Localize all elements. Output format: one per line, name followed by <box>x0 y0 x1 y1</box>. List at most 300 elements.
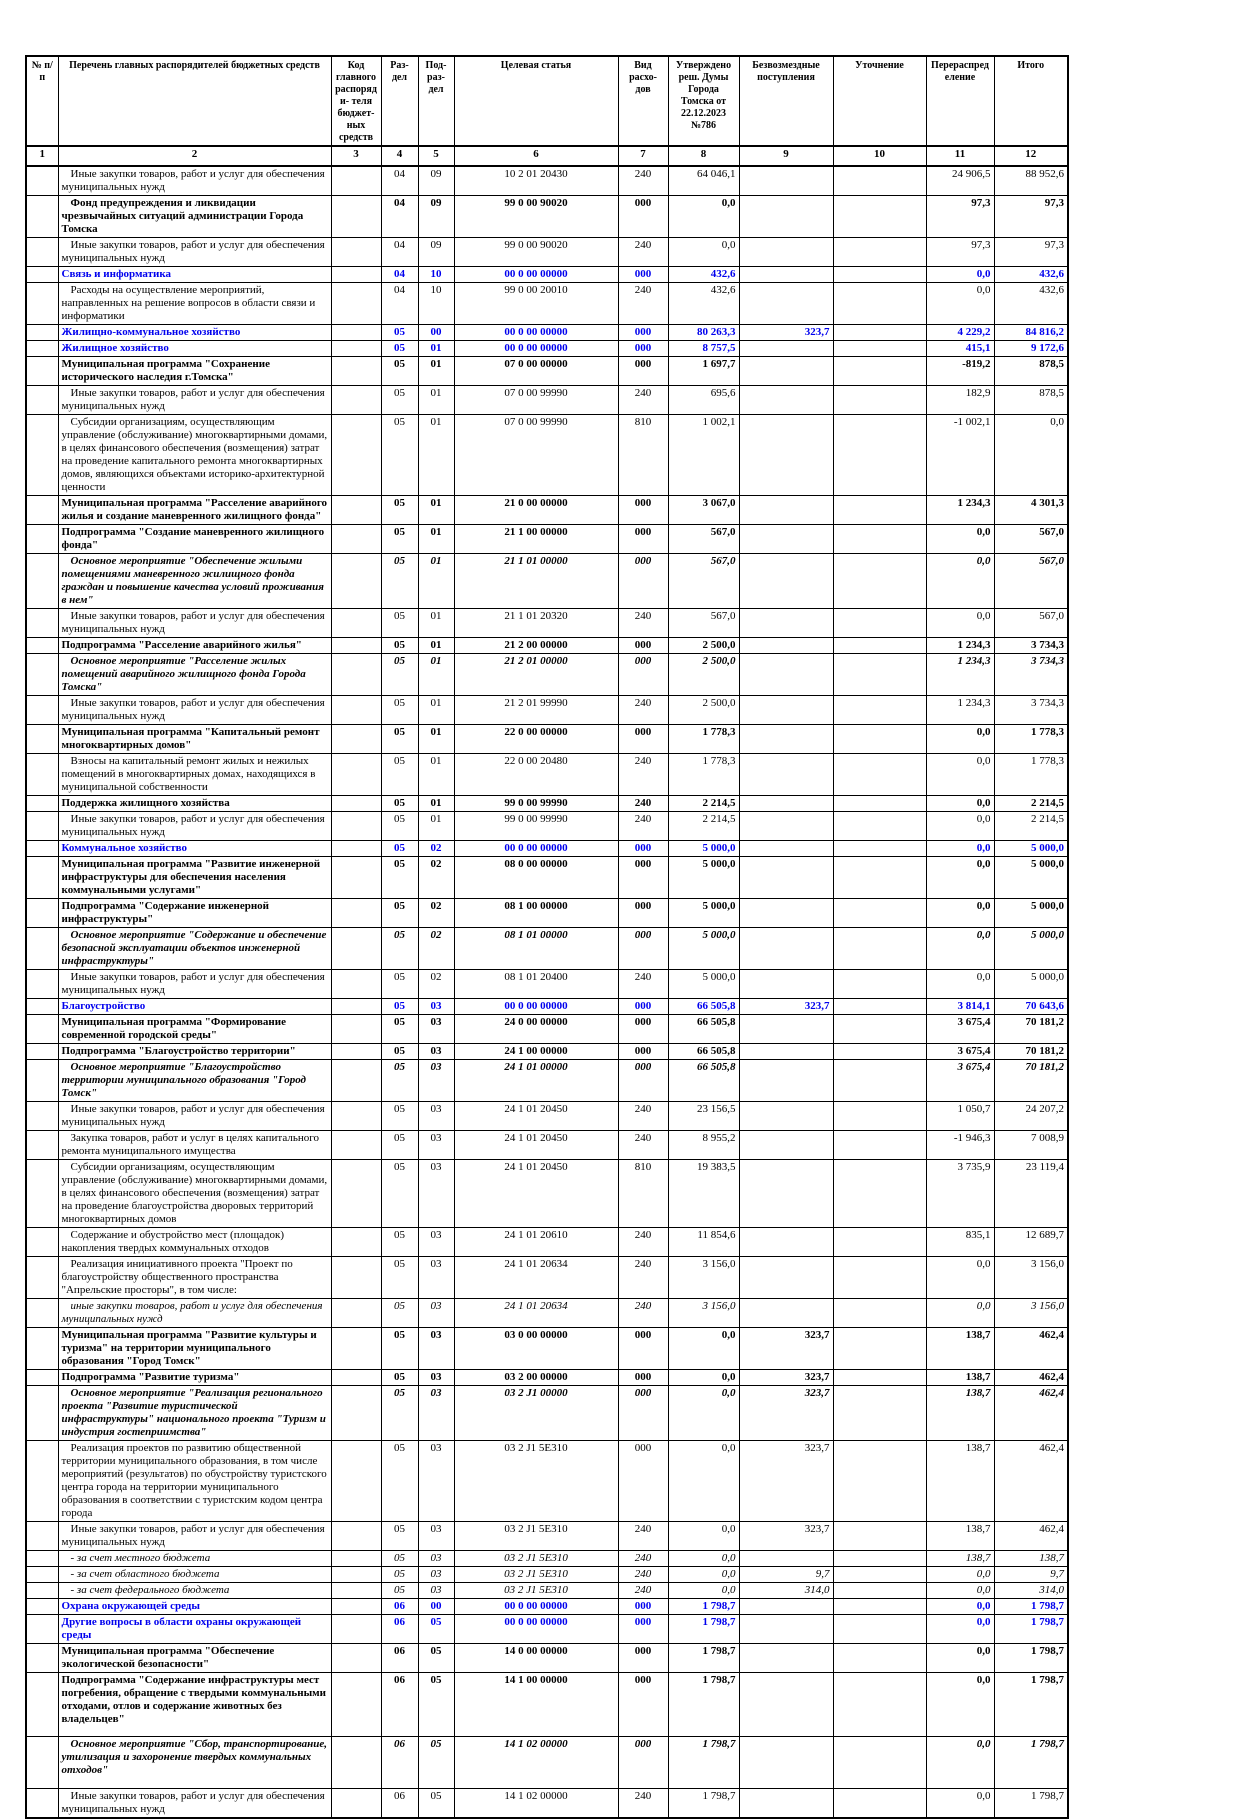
cell-clarification <box>833 1299 926 1328</box>
cell-podrazdel: 03 <box>418 1060 454 1102</box>
cell-razdel: 06 <box>381 1673 418 1737</box>
cell-approved-amount: 0,0 <box>668 238 739 267</box>
cell-total: 462,4 <box>994 1522 1068 1551</box>
cell-target-article: 22 0 00 00000 <box>454 725 618 754</box>
column-header: Вид расхо- дов <box>618 56 668 146</box>
cell-redistribution: 0,0 <box>926 609 994 638</box>
cell-podrazdel: 10 <box>418 267 454 283</box>
cell-clarification <box>833 1522 926 1551</box>
cell-row-number <box>26 166 58 196</box>
table-row <box>26 1299 1068 1328</box>
cell-target-article: 03 2 J1 00000 <box>454 1386 618 1441</box>
cell-expense-type: 000 <box>618 325 668 341</box>
cell-grbs-code <box>331 899 381 928</box>
cell-approved-amount: 2 500,0 <box>668 696 739 725</box>
cell-target-article: 24 1 01 20634 <box>454 1257 618 1299</box>
cell-total: 23 119,4 <box>994 1160 1068 1228</box>
cell-podrazdel: 03 <box>418 1522 454 1551</box>
cell-gratuitous-receipts <box>739 496 833 525</box>
cell-redistribution: 0,0 <box>926 1789 994 1819</box>
cell-razdel: 06 <box>381 1789 418 1819</box>
cell-total: 878,5 <box>994 357 1068 386</box>
cell-podrazdel: 10 <box>418 283 454 325</box>
cell-expense-type: 240 <box>618 1228 668 1257</box>
cell-item-name: Иные закупки товаров, работ и услуг для обеспечения муниципальных нужд <box>58 696 331 725</box>
cell-total: 3 156,0 <box>994 1257 1068 1299</box>
cell-row-number <box>26 196 58 238</box>
cell-expense-type: 240 <box>618 609 668 638</box>
cell-podrazdel: 01 <box>418 554 454 609</box>
cell-gratuitous-receipts <box>739 1044 833 1060</box>
cell-row-number <box>26 857 58 899</box>
cell-item-name: Иные закупки товаров, работ и услуг для обеспечения муниципальных нужд <box>58 970 331 999</box>
cell-razdel: 05 <box>381 554 418 609</box>
cell-razdel: 05 <box>381 928 418 970</box>
cell-total: 567,0 <box>994 554 1068 609</box>
cell-total: 70 181,2 <box>994 1060 1068 1102</box>
cell-clarification <box>833 1060 926 1102</box>
column-header: Целевая статья <box>454 56 618 146</box>
cell-podrazdel: 02 <box>418 841 454 857</box>
cell-gratuitous-receipts: 323,7 <box>739 325 833 341</box>
table-row <box>26 267 1068 283</box>
cell-expense-type: 000 <box>618 638 668 654</box>
cell-approved-amount: 1 798,7 <box>668 1615 739 1644</box>
cell-item-name: - за счет местного бюджета <box>58 1551 331 1567</box>
table-row <box>26 1583 1068 1599</box>
cell-clarification <box>833 609 926 638</box>
cell-row-number <box>26 1015 58 1044</box>
cell-expense-type: 240 <box>618 1257 668 1299</box>
cell-row-number <box>26 812 58 841</box>
cell-approved-amount: 2 214,5 <box>668 796 739 812</box>
cell-target-article: 03 2 J1 5Е310 <box>454 1522 618 1551</box>
cell-redistribution: 0,0 <box>926 970 994 999</box>
cell-podrazdel: 01 <box>418 609 454 638</box>
table-row <box>26 1370 1068 1386</box>
cell-razdel: 05 <box>381 696 418 725</box>
cell-target-article: 00 0 00 00000 <box>454 841 618 857</box>
cell-row-number <box>26 1441 58 1522</box>
cell-target-article: 14 1 02 00000 <box>454 1789 618 1819</box>
cell-target-article: 07 0 00 99990 <box>454 415 618 496</box>
cell-total: 432,6 <box>994 283 1068 325</box>
cell-redistribution: 0,0 <box>926 283 994 325</box>
cell-gratuitous-receipts <box>739 928 833 970</box>
cell-redistribution: 0,0 <box>926 1299 994 1328</box>
cell-target-article: 99 0 00 20010 <box>454 283 618 325</box>
cell-expense-type: 810 <box>618 1160 668 1228</box>
cell-target-article: 08 0 00 00000 <box>454 857 618 899</box>
cell-total: 1 798,7 <box>994 1737 1068 1789</box>
cell-target-article: 99 0 00 99990 <box>454 812 618 841</box>
column-number: 10 <box>833 146 926 166</box>
cell-target-article: 24 1 01 20450 <box>454 1131 618 1160</box>
cell-approved-amount: 66 505,8 <box>668 1060 739 1102</box>
cell-podrazdel: 01 <box>418 654 454 696</box>
table-row <box>26 1441 1068 1522</box>
cell-target-article: 03 2 J1 5Е310 <box>454 1567 618 1583</box>
cell-razdel: 05 <box>381 1522 418 1551</box>
cell-gratuitous-receipts: 323,7 <box>739 1522 833 1551</box>
cell-razdel: 05 <box>381 1160 418 1228</box>
cell-item-name: Подпрограмма "Развитие туризма" <box>58 1370 331 1386</box>
cell-approved-amount: 5 000,0 <box>668 841 739 857</box>
cell-grbs-code <box>331 1441 381 1522</box>
cell-item-name: Подпрограмма "Расселение аварийного жилья" <box>58 638 331 654</box>
cell-approved-amount: 19 383,5 <box>668 1160 739 1228</box>
cell-gratuitous-receipts <box>739 386 833 415</box>
cell-item-name: Фонд предупреждения и ликвидации чрезвычайных ситуаций администрации Города Томска <box>58 196 331 238</box>
cell-gratuitous-receipts: 323,7 <box>739 1386 833 1441</box>
cell-target-article: 03 2 J1 5Е310 <box>454 1583 618 1599</box>
cell-expense-type: 240 <box>618 796 668 812</box>
cell-item-name: Муниципальная программа "Капитальный ремонт многоквартирных домов" <box>58 725 331 754</box>
cell-total: 1 798,7 <box>994 1789 1068 1819</box>
cell-approved-amount: 432,6 <box>668 283 739 325</box>
cell-razdel: 05 <box>381 525 418 554</box>
table-row <box>26 1551 1068 1567</box>
cell-redistribution: 1 050,7 <box>926 1102 994 1131</box>
cell-podrazdel: 03 <box>418 1551 454 1567</box>
table-row <box>26 654 1068 696</box>
cell-row-number <box>26 1615 58 1644</box>
cell-row-number <box>26 267 58 283</box>
cell-grbs-code <box>331 1583 381 1599</box>
cell-redistribution: 0,0 <box>926 725 994 754</box>
cell-grbs-code <box>331 415 381 496</box>
cell-row-number <box>26 1299 58 1328</box>
cell-item-name: Коммунальное хозяйство <box>58 841 331 857</box>
cell-approved-amount: 8 757,5 <box>668 341 739 357</box>
cell-total: 5 000,0 <box>994 857 1068 899</box>
cell-razdel: 05 <box>381 1551 418 1567</box>
cell-row-number <box>26 1789 58 1819</box>
cell-grbs-code <box>331 725 381 754</box>
cell-expense-type: 000 <box>618 1044 668 1060</box>
cell-target-article: 00 0 00 00000 <box>454 341 618 357</box>
cell-row-number <box>26 386 58 415</box>
cell-total: 4 301,3 <box>994 496 1068 525</box>
cell-expense-type: 240 <box>618 1102 668 1131</box>
cell-clarification <box>833 525 926 554</box>
cell-total: 462,4 <box>994 1328 1068 1370</box>
cell-approved-amount: 1 798,7 <box>668 1789 739 1819</box>
cell-grbs-code <box>331 696 381 725</box>
table-row <box>26 1102 1068 1131</box>
cell-total: 878,5 <box>994 386 1068 415</box>
cell-gratuitous-receipts <box>739 1615 833 1644</box>
cell-clarification <box>833 812 926 841</box>
cell-total: 70 643,6 <box>994 999 1068 1015</box>
cell-clarification <box>833 166 926 196</box>
cell-grbs-code <box>331 1015 381 1044</box>
header-row <box>26 56 1068 146</box>
table-row <box>26 1789 1068 1819</box>
cell-redistribution: 138,7 <box>926 1441 994 1522</box>
cell-row-number <box>26 1160 58 1228</box>
cell-approved-amount: 3 156,0 <box>668 1299 739 1328</box>
cell-redistribution: 0,0 <box>926 267 994 283</box>
cell-target-article: 10 2 01 20430 <box>454 166 618 196</box>
cell-total: 5 000,0 <box>994 928 1068 970</box>
cell-row-number <box>26 238 58 267</box>
cell-total: 3 734,3 <box>994 638 1068 654</box>
cell-expense-type: 000 <box>618 496 668 525</box>
cell-gratuitous-receipts: 323,7 <box>739 1441 833 1522</box>
cell-total: 314,0 <box>994 1583 1068 1599</box>
cell-clarification <box>833 1328 926 1370</box>
cell-approved-amount: 2 214,5 <box>668 812 739 841</box>
cell-clarification <box>833 238 926 267</box>
cell-clarification <box>833 1615 926 1644</box>
cell-clarification <box>833 754 926 796</box>
cell-total: 12 689,7 <box>994 1228 1068 1257</box>
cell-approved-amount: 567,0 <box>668 554 739 609</box>
cell-total: 5 000,0 <box>994 899 1068 928</box>
cell-razdel: 05 <box>381 1567 418 1583</box>
table-row <box>26 970 1068 999</box>
cell-approved-amount: 432,6 <box>668 267 739 283</box>
cell-row-number <box>26 1370 58 1386</box>
cell-total: 9 172,6 <box>994 341 1068 357</box>
cell-gratuitous-receipts <box>739 1299 833 1328</box>
cell-clarification <box>833 841 926 857</box>
cell-redistribution: 0,0 <box>926 1599 994 1615</box>
cell-item-name: Иные закупки товаров, работ и услуг для обеспечения муниципальных нужд <box>58 1789 331 1819</box>
cell-grbs-code <box>331 283 381 325</box>
cell-target-article: 24 1 01 20634 <box>454 1299 618 1328</box>
cell-redistribution: 3 675,4 <box>926 1015 994 1044</box>
cell-podrazdel: 05 <box>418 1737 454 1789</box>
cell-grbs-code <box>331 1673 381 1737</box>
cell-razdel: 06 <box>381 1615 418 1644</box>
cell-razdel: 05 <box>381 1015 418 1044</box>
cell-approved-amount: 64 046,1 <box>668 166 739 196</box>
cell-item-name: Подпрограмма "Создание маневренного жилищного фонда" <box>58 525 331 554</box>
cell-razdel: 05 <box>381 796 418 812</box>
cell-clarification <box>833 1370 926 1386</box>
cell-gratuitous-receipts <box>739 609 833 638</box>
cell-grbs-code <box>331 1522 381 1551</box>
cell-item-name: Жилищно-коммунальное хозяйство <box>58 325 331 341</box>
cell-approved-amount: 0,0 <box>668 1583 739 1599</box>
cell-expense-type: 810 <box>618 415 668 496</box>
cell-item-name: Основное мероприятие "Сбор, транспортирование, утилизация и захоронение твердых коммунальных отходов" <box>58 1737 331 1789</box>
column-header: Уточнение <box>833 56 926 146</box>
table-row <box>26 812 1068 841</box>
cell-clarification <box>833 1583 926 1599</box>
cell-clarification <box>833 341 926 357</box>
cell-gratuitous-receipts <box>739 899 833 928</box>
cell-target-article: 00 0 00 00000 <box>454 1615 618 1644</box>
cell-clarification <box>833 1441 926 1522</box>
cell-clarification <box>833 325 926 341</box>
cell-approved-amount: 3 156,0 <box>668 1257 739 1299</box>
cell-clarification <box>833 899 926 928</box>
cell-podrazdel: 09 <box>418 166 454 196</box>
table-row <box>26 754 1068 796</box>
cell-target-article: 24 1 01 20610 <box>454 1228 618 1257</box>
table-row <box>26 357 1068 386</box>
cell-row-number <box>26 796 58 812</box>
cell-row-number <box>26 725 58 754</box>
cell-expense-type: 240 <box>618 283 668 325</box>
cell-item-name: Иные закупки товаров, работ и услуг для обеспечения муниципальных нужд <box>58 166 331 196</box>
cell-approved-amount: 3 067,0 <box>668 496 739 525</box>
cell-expense-type: 000 <box>618 725 668 754</box>
cell-podrazdel: 05 <box>418 1673 454 1737</box>
table-row <box>26 1015 1068 1044</box>
cell-grbs-code <box>331 341 381 357</box>
cell-total: 24 207,2 <box>994 1102 1068 1131</box>
cell-clarification <box>833 796 926 812</box>
cell-row-number <box>26 554 58 609</box>
cell-target-article: 08 1 00 00000 <box>454 899 618 928</box>
cell-expense-type: 000 <box>618 1644 668 1673</box>
cell-clarification <box>833 1131 926 1160</box>
table-row <box>26 496 1068 525</box>
cell-approved-amount: 0,0 <box>668 1551 739 1567</box>
cell-redistribution: 3 675,4 <box>926 1060 994 1102</box>
cell-total: 3 734,3 <box>994 696 1068 725</box>
column-number: 1 <box>26 146 58 166</box>
cell-total: 567,0 <box>994 525 1068 554</box>
cell-item-name: Муниципальная программа "Обеспечение экологической безопасности" <box>58 1644 331 1673</box>
cell-grbs-code <box>331 1599 381 1615</box>
cell-clarification <box>833 415 926 496</box>
table-row <box>26 899 1068 928</box>
cell-redistribution: 1 234,3 <box>926 496 994 525</box>
cell-grbs-code <box>331 1386 381 1441</box>
cell-row-number <box>26 928 58 970</box>
cell-razdel: 04 <box>381 166 418 196</box>
cell-redistribution: 138,7 <box>926 1328 994 1370</box>
cell-row-number <box>26 654 58 696</box>
cell-row-number <box>26 999 58 1015</box>
cell-gratuitous-receipts <box>739 754 833 796</box>
table-row <box>26 386 1068 415</box>
cell-grbs-code <box>331 1370 381 1386</box>
cell-redistribution: 0,0 <box>926 1644 994 1673</box>
cell-approved-amount: 0,0 <box>668 1370 739 1386</box>
table-row <box>26 1328 1068 1370</box>
column-header: Безвозмездные поступления <box>739 56 833 146</box>
cell-row-number <box>26 696 58 725</box>
cell-total: 462,4 <box>994 1370 1068 1386</box>
cell-expense-type: 240 <box>618 1551 668 1567</box>
cell-grbs-code <box>331 496 381 525</box>
cell-approved-amount: 0,0 <box>668 1522 739 1551</box>
cell-gratuitous-receipts <box>739 1102 833 1131</box>
cell-clarification <box>833 1599 926 1615</box>
cell-gratuitous-receipts <box>739 1015 833 1044</box>
cell-approved-amount: 2 500,0 <box>668 654 739 696</box>
column-number: 12 <box>994 146 1068 166</box>
cell-row-number <box>26 1737 58 1789</box>
cell-clarification <box>833 496 926 525</box>
cell-grbs-code <box>331 1299 381 1328</box>
cell-item-name: Благоустройство <box>58 999 331 1015</box>
cell-redistribution: 1 234,3 <box>926 696 994 725</box>
cell-podrazdel: 02 <box>418 928 454 970</box>
cell-redistribution: 0,0 <box>926 899 994 928</box>
cell-razdel: 05 <box>381 1257 418 1299</box>
cell-total: 0,0 <box>994 415 1068 496</box>
table-row <box>26 796 1068 812</box>
cell-podrazdel: 01 <box>418 496 454 525</box>
cell-item-name: Взносы на капитальный ремонт жилых и нежилых помещений в многоквартирных домах, находящихся в муниципальной собственности <box>58 754 331 796</box>
cell-gratuitous-receipts <box>739 857 833 899</box>
cell-razdel: 05 <box>381 857 418 899</box>
cell-gratuitous-receipts <box>739 725 833 754</box>
column-number: 9 <box>739 146 833 166</box>
cell-item-name: Муниципальная программа "Расселение аварийного жилья и создание маневренного жилищного фонда" <box>58 496 331 525</box>
cell-expense-type: 240 <box>618 970 668 999</box>
cell-gratuitous-receipts <box>739 1789 833 1819</box>
cell-razdel: 05 <box>381 415 418 496</box>
cell-redistribution: 1 234,3 <box>926 654 994 696</box>
cell-row-number <box>26 325 58 341</box>
table-row <box>26 1257 1068 1299</box>
table-row <box>26 196 1068 238</box>
cell-target-article: 03 2 00 00000 <box>454 1370 618 1386</box>
cell-clarification <box>833 283 926 325</box>
cell-item-name: Иные закупки товаров, работ и услуг для обеспечения муниципальных нужд <box>58 1522 331 1551</box>
cell-row-number <box>26 1551 58 1567</box>
cell-clarification <box>833 1257 926 1299</box>
cell-podrazdel: 05 <box>418 1789 454 1819</box>
cell-razdel: 05 <box>381 999 418 1015</box>
cell-item-name: Основное мероприятие "Обеспечение жилыми помещениями маневренного жилищного фонда граждан и повышение качества условий проживания в нем" <box>58 554 331 609</box>
cell-grbs-code <box>331 267 381 283</box>
cell-item-name: Муниципальная программа "Сохранение исторического наследия г.Томска" <box>58 357 331 386</box>
cell-total: 1 778,3 <box>994 725 1068 754</box>
table-row <box>26 638 1068 654</box>
cell-podrazdel: 03 <box>418 1299 454 1328</box>
cell-grbs-code <box>331 928 381 970</box>
cell-podrazdel: 03 <box>418 1102 454 1131</box>
cell-row-number <box>26 970 58 999</box>
cell-grbs-code <box>331 238 381 267</box>
cell-expense-type: 240 <box>618 238 668 267</box>
cell-grbs-code <box>331 999 381 1015</box>
cell-razdel: 05 <box>381 1386 418 1441</box>
cell-approved-amount: 23 156,5 <box>668 1102 739 1131</box>
cell-grbs-code <box>331 554 381 609</box>
cell-grbs-code <box>331 166 381 196</box>
cell-item-name: Охрана окружающей среды <box>58 1599 331 1615</box>
cell-row-number <box>26 1328 58 1370</box>
column-header: Перечень главных распорядителей бюджетных средств <box>58 56 331 146</box>
cell-clarification <box>833 1789 926 1819</box>
cell-razdel: 06 <box>381 1737 418 1789</box>
cell-gratuitous-receipts <box>739 267 833 283</box>
cell-clarification <box>833 1044 926 1060</box>
column-header: Итого <box>994 56 1068 146</box>
cell-razdel: 05 <box>381 725 418 754</box>
cell-expense-type: 000 <box>618 857 668 899</box>
column-number: 3 <box>331 146 381 166</box>
cell-clarification <box>833 357 926 386</box>
column-number: 11 <box>926 146 994 166</box>
cell-podrazdel: 01 <box>418 386 454 415</box>
cell-gratuitous-receipts <box>739 196 833 238</box>
cell-redistribution: 0,0 <box>926 1583 994 1599</box>
cell-total: 1 798,7 <box>994 1599 1068 1615</box>
cell-row-number <box>26 1522 58 1551</box>
table-row <box>26 725 1068 754</box>
